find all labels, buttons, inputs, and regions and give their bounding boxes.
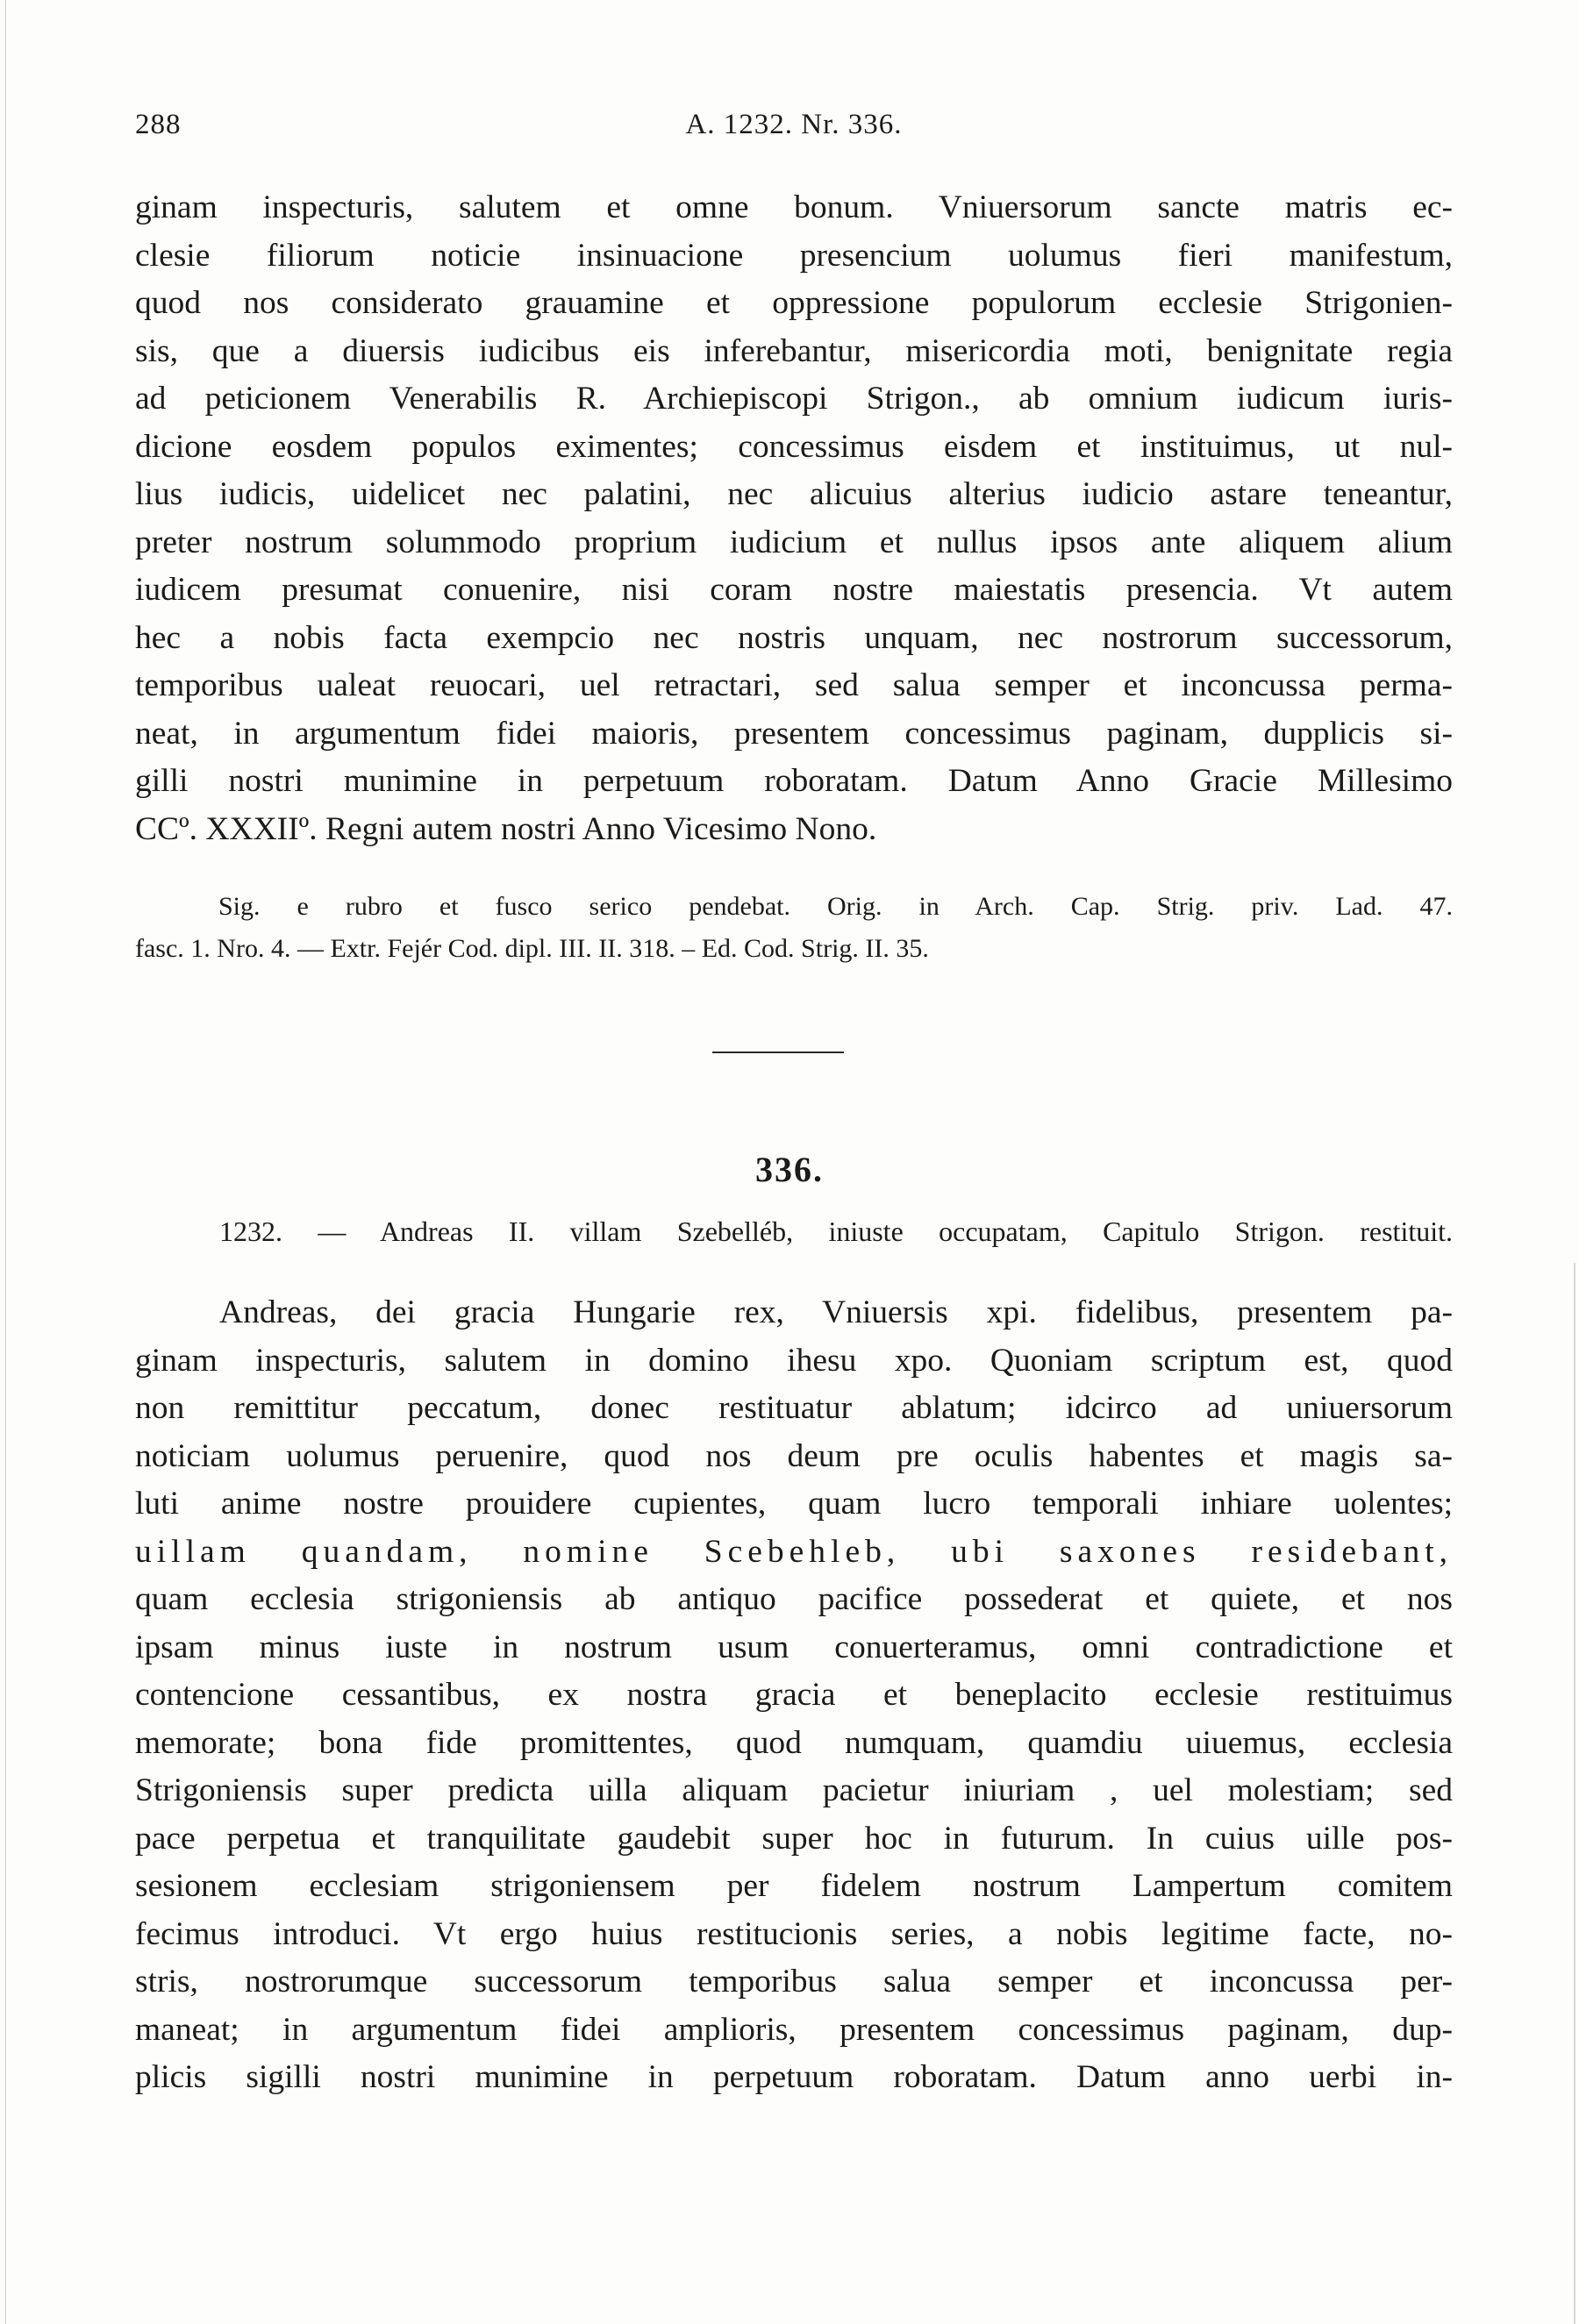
text-line: quam ecclesia strigoniensis ab antiquo pacifice possederat et quiete, et nos	[135, 1581, 1453, 1617]
text-line: ipsam minus iuste in nostrum usum conuerteramus, omni contradictione et	[135, 1629, 1453, 1665]
document-336-text	[135, 1289, 1453, 2102]
text-line: ginam inspecturis, salutem in domino ihesu xpo. Quoniam scriptum est, quod	[135, 1342, 1453, 1379]
text-line: iudicem presumat conuenire, nisi coram nostre maiestatis presencia. Vt autem	[135, 572, 1453, 608]
text-line: ad peticionem Venerabilis R. Archiepiscopi Strigon., ab omnium iudicum iuris-	[135, 381, 1453, 417]
text-line: maneat; in argumentum fidei amplioris, presentem concessimus paginam, dup-	[135, 2011, 1453, 2048]
text-line: temporibus ualeat reuocari, uel retractari, sed salua semper et inconcussa perma-	[135, 667, 1453, 703]
page-number: 288	[135, 109, 182, 140]
document-335-text-end	[135, 184, 1453, 853]
text-line: clesie filiorum noticie insinuacione presencium uolumus fieri manifestum,	[135, 237, 1453, 274]
text-line: hec a nobis facta exempcio nec nostris unquam, nec nostrorum successorum,	[135, 619, 1453, 656]
text-line: ginam inspecturis, salutem et omne bonum. Vniuersorum sancte matris ec-	[135, 189, 1453, 225]
text-line: sis, que a diuersis iudicibus eis inferebantur, misericordia moti, benignitate regia	[135, 332, 1453, 369]
text-line: dicione eosdem populos eximentes; concessimus eisdem et instituimus, ut nul-	[135, 428, 1453, 465]
text-line: fecimus introduci. Vt ergo huius restitucionis series, a nobis legitime facte, no-	[135, 1915, 1453, 1952]
text-line: plicis sigilli nostri munimine in perpetuum roboratam. Datum anno uerbi in-	[135, 2059, 1453, 2095]
text-line: Strigoniensis super predicta uilla aliquam pacietur iniuriam , uel molestiam; sed	[135, 1772, 1453, 1808]
text-line: memorate; bona fide promittentes, quod numquam, quamdiu uiuemus, ecclesia	[135, 1724, 1453, 1761]
running-title: A. 1232. Nr. 336.	[685, 109, 903, 140]
source-note	[135, 886, 1453, 970]
regest-summary: 1232. — Andreas II. villam Szebelléb, iniuste occupatam, Capitulo Strigon. restituit.	[219, 1215, 1453, 1247]
section-divider	[712, 1052, 844, 1053]
note-line: Sig. e rubro et fusco serico pendebat. Orig. in Arch. Cap. Strig. priv. Lad. 47.	[218, 892, 1453, 921]
text-line: lius iudicis, uidelicet nec palatini, nec alicuius alterius iudicio astare teneantur,	[135, 476, 1453, 512]
text-line: quod nos considerato grauamine et oppressione populorum ecclesie Strigonien-	[135, 285, 1453, 321]
document-number: 336.	[755, 1150, 824, 1189]
note-line: fasc. 1. Nro. 4. — Extr. Fejér Cod. dipl. III. II. 318. – Ed. Cod. Strig. II. 35.	[135, 934, 929, 963]
text-line: luti anime nostre prouidere cupientes, quam lucro temporali inhiare uolentes;	[135, 1486, 1453, 1522]
text-line: non remittitur peccatum, donec restituatur ablatum; idcirco ad uniuersorum	[135, 1390, 1453, 1426]
text-line: gilli nostri munimine in perpetuum roboratam. Datum Anno Gracie Millesimo	[135, 763, 1453, 799]
text-line: preter nostrum solummodo proprium iudicium et nullus ipsos ante aliquem alium	[135, 524, 1453, 560]
text-line: uillam quandam, nomine Scebehleb, ubi saxones residebant,	[135, 1533, 1453, 1570]
text-line: contencione cessantibus, ex nostra gracia et beneplacito ecclesie restituimus	[135, 1677, 1453, 1713]
page-header	[135, 109, 1453, 147]
text-line: noticiam uolumus peruenire, quod nos deum pre oculis habentes et magis sa-	[135, 1437, 1453, 1474]
text-line: CCº. XXXIIº. Regni autem nostri Anno Vicesimo Nono.	[135, 810, 877, 847]
text-line: sesionem ecclesiam strigoniensem per fidelem nostrum Lampertum comitem	[135, 1868, 1453, 1904]
page-edge-right	[1574, 1263, 1575, 2324]
text-line: pace perpetua et tranquilitate gaudebit super hoc in futurum. In cuius uille pos-	[135, 1820, 1453, 1857]
text-line: stris, nostrorumque successorum temporibus salua semper et inconcussa per-	[135, 1964, 1453, 2000]
text-line: neat, in argumentum fidei maioris, presentem concessimus paginam, dupplicis si-	[135, 715, 1453, 752]
text-line: Andreas, dei gracia Hungarie rex, Vniuersis xpi. fidelibus, presentem pa-	[219, 1294, 1453, 1330]
